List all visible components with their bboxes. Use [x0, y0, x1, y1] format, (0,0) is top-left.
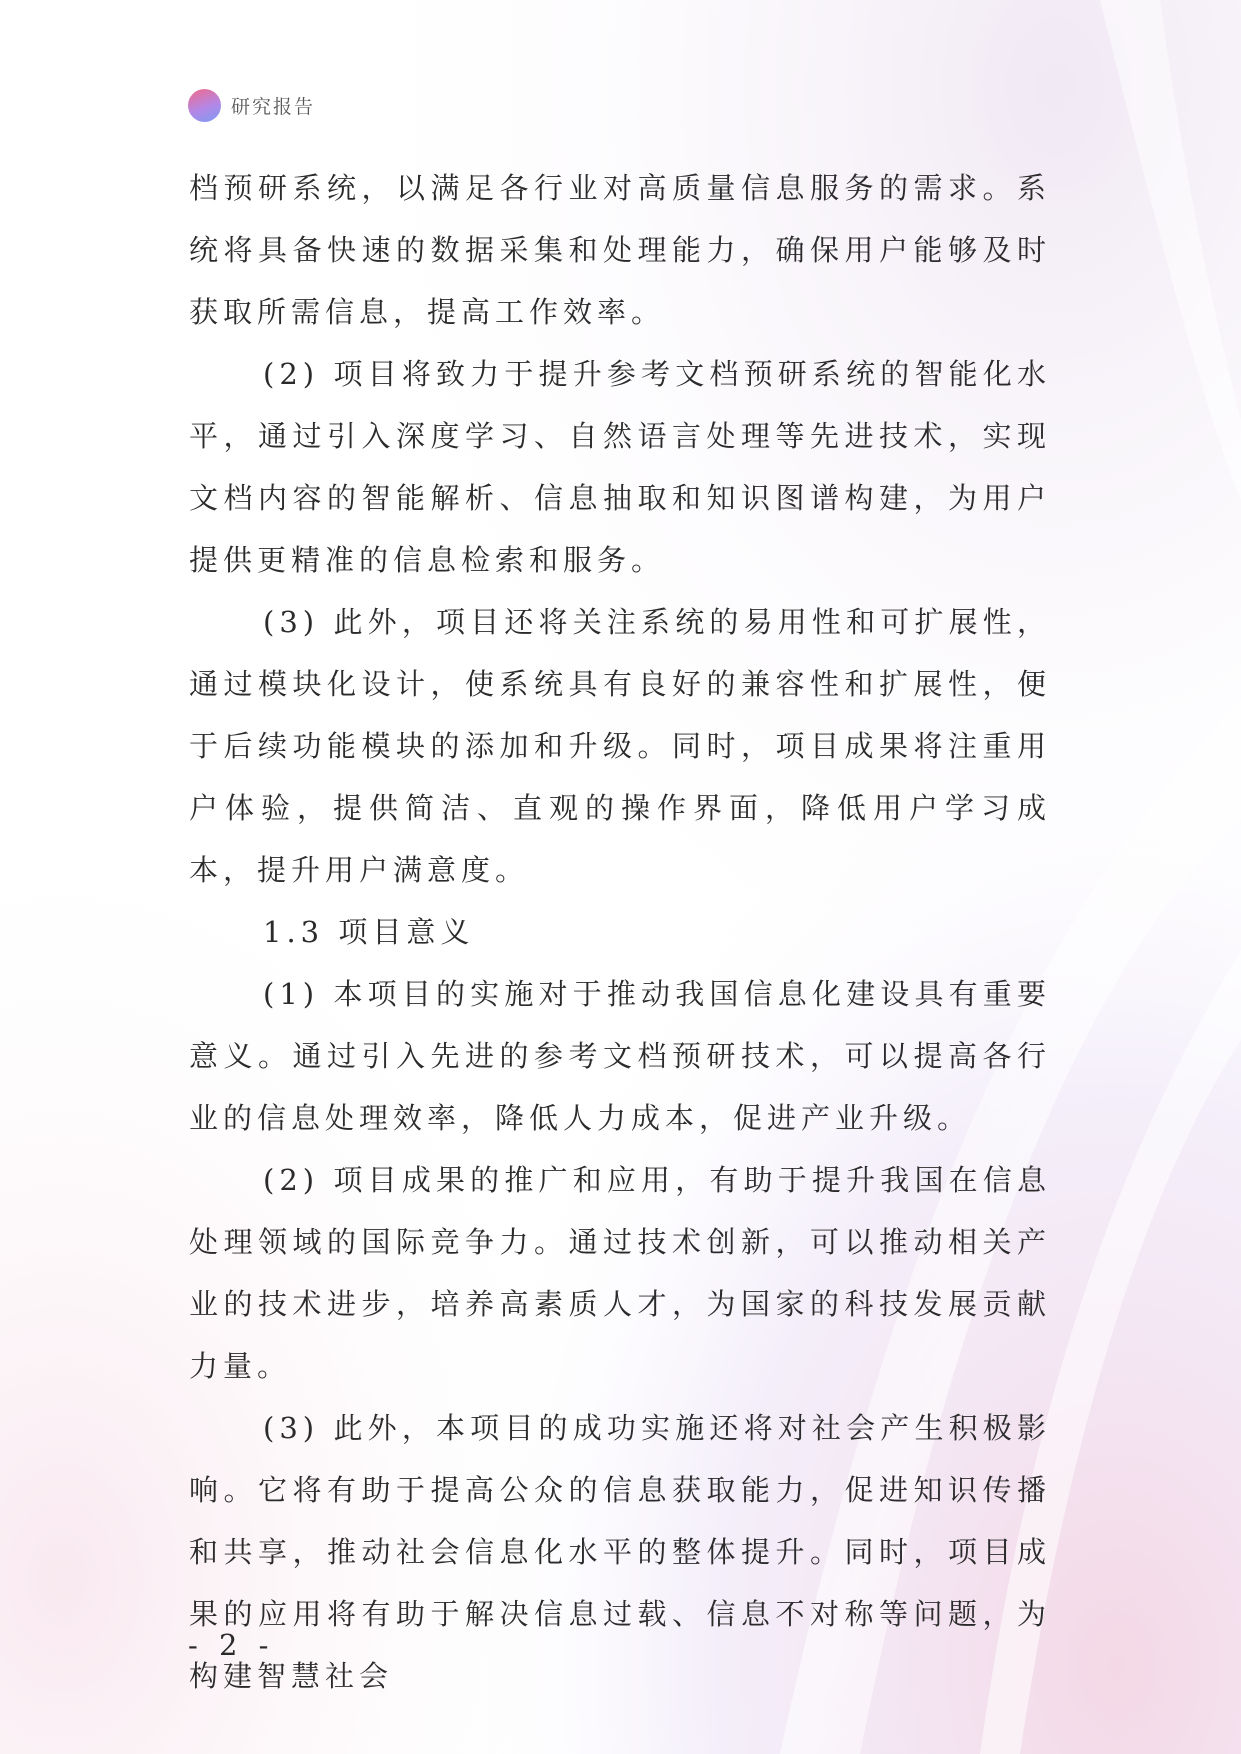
- paragraph-significance-2: (2) 项目成果的推广和应用，有助于提升我国在信息处理领域的国际竞争力。通过技术创新，可以推动相关产业的技术进步，培养高素质人才，为国家的科技发展贡献力量。: [189, 1163, 1051, 1383]
- logo-icon: [188, 89, 221, 122]
- paragraph-significance-3: (3) 此外，本项目的成功实施还将对社会产生积极影响。它将有助于提高公众的信息获取能力，促进知识传播和共享，推动社会信息化水平的整体提升。同时，项目成果的应用将有助于解决信息过载、信息不对称等问题，为构建智慧社会: [189, 1411, 1051, 1693]
- report-header: [188, 88, 315, 122]
- paragraph-goal-2: (2) 项目将致力于提升参考文档预研系统的智能化水平，通过引入深度学习、自然语言处理等先进技术，实现文档内容的智能解析、信息抽取和知识图谱构建，为用户提供更精准的信息检索和服务。: [189, 357, 1051, 577]
- paragraph-significance-1: (1) 本项目的实施对于推动我国信息化建设具有重要意义。通过引入先进的参考文档预研技术，可以提高各行业的信息处理效率，降低人力成本，促进产业升级。: [189, 977, 1051, 1135]
- header-title: 研究报告: [231, 95, 316, 118]
- paragraph-goal-3: (3) 此外，项目还将关注系统的易用性和可扩展性，通过模块化设计，使系统具有良好的兼容性和扩展性，便于后续功能模块的添加和升级。同时，项目成果将注重用户体验，提供简洁、直观的操作界面，降低用户学习成本，提升用户满意度。: [189, 605, 1051, 887]
- section-heading: 1.3 项目意义: [263, 915, 475, 949]
- page-number: - 2 -: [188, 1628, 275, 1662]
- paragraph-continuation: 档预研系统，以满足各行业对高质量信息服务的需求。系统将具备快速的数据采集和处理能力，确保用户能够及时获取所需信息，提高工作效率。: [189, 171, 1051, 329]
- document-body: [189, 157, 1051, 1707]
